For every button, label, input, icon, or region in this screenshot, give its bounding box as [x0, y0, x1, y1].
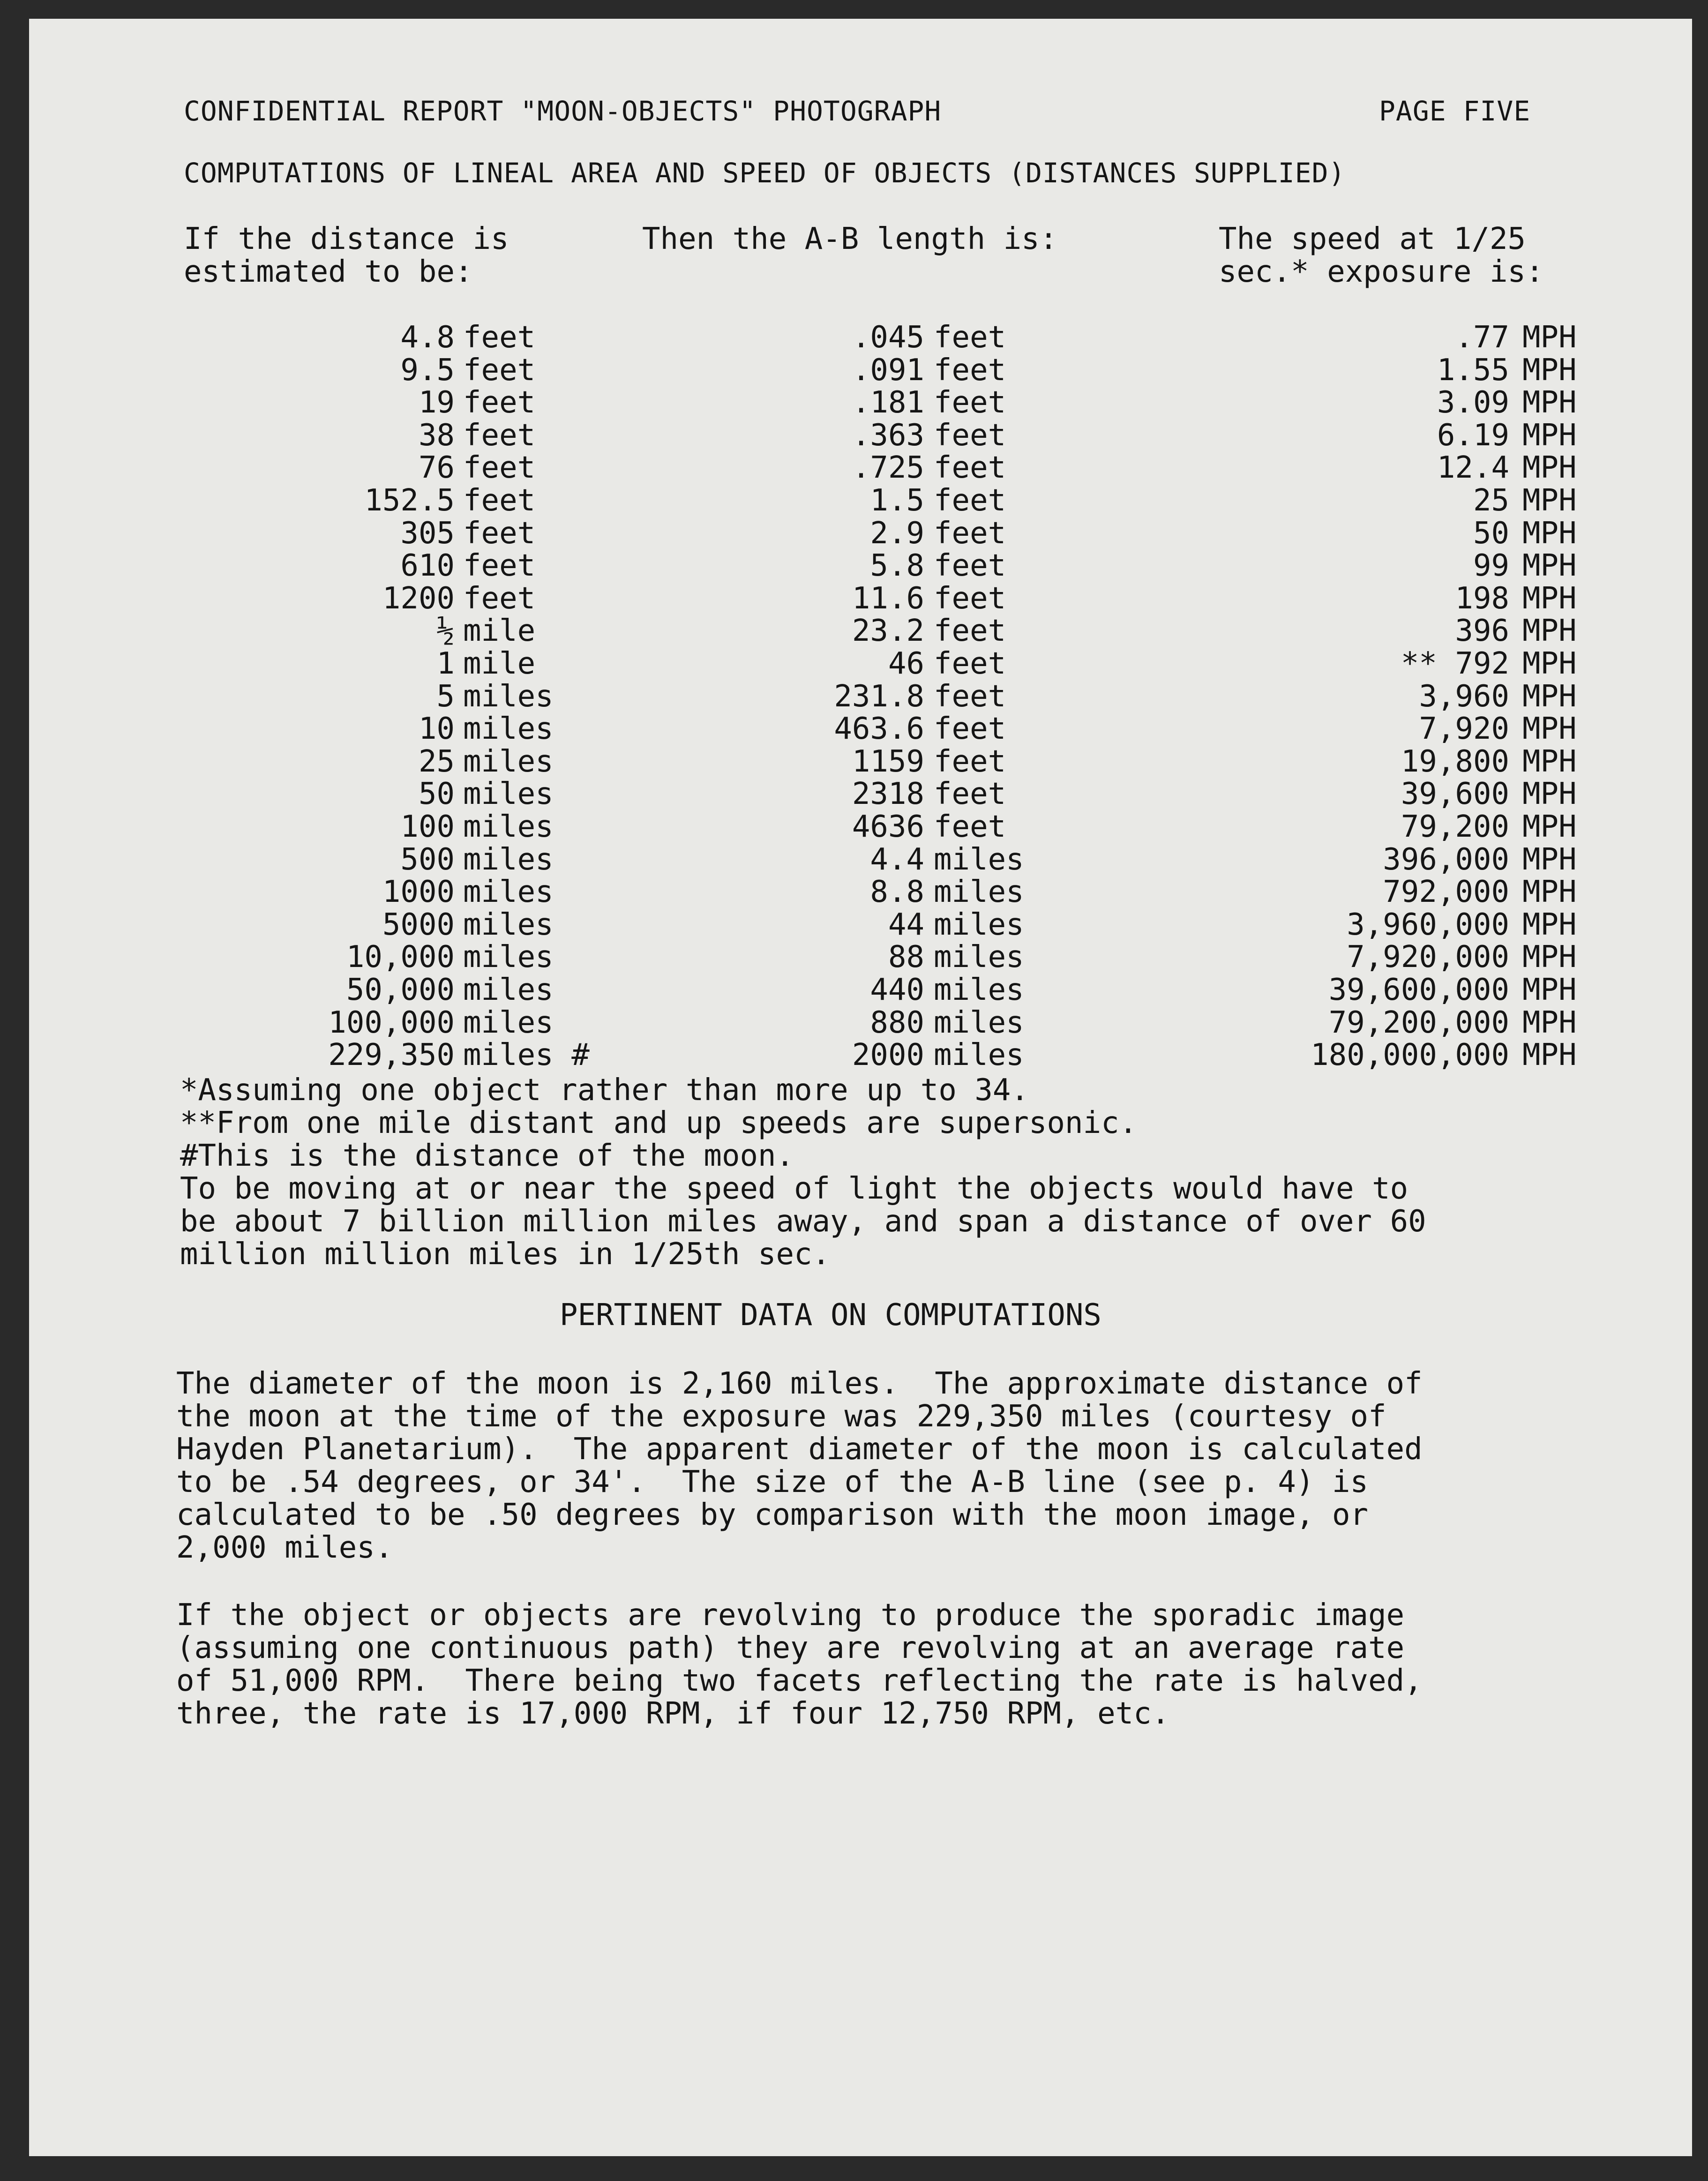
speed-value: 1.55 [1437, 353, 1509, 388]
speed-unit: MPH [1522, 875, 1577, 909]
table-row [29, 779, 1692, 812]
speed-column-header-2: sec.* exposure is: [1219, 255, 1544, 289]
distance-column-header-2: estimated to be: [184, 255, 473, 289]
length-value: 88 [888, 940, 924, 974]
length-value: 4636 [852, 809, 924, 844]
distance-value: 1200 [382, 581, 455, 616]
paragraph-1-line: the moon at the time of the exposure was 229,350 miles (courtesy of [176, 1399, 1386, 1434]
speed-unit: MPH [1522, 1038, 1577, 1072]
distance-value: 4.8 [400, 320, 455, 355]
distance-value: 229,350 [328, 1038, 455, 1072]
speed-value: 792,000 [1383, 875, 1509, 909]
distance-unit: miles # [463, 1038, 590, 1072]
paragraph-1-line: Hayden Planetarium). The apparent diameter of the moon is calculated [176, 1432, 1423, 1467]
distance-unit: miles [463, 973, 554, 1007]
table-row [29, 942, 1692, 975]
table-row [29, 322, 1692, 355]
note-light-speed-1: To be moving at or near the speed of light the objects would have to [180, 1171, 1408, 1206]
distance-value: 1000 [382, 875, 455, 909]
length-unit: feet [934, 809, 1006, 844]
distance-unit: miles [463, 1005, 554, 1040]
length-value: 880 [870, 1005, 924, 1040]
distance-value: 500 [400, 842, 455, 877]
table-row [29, 548, 1692, 584]
length-unit: feet [934, 581, 1006, 616]
distance-unit: mile [463, 646, 536, 681]
speed-unit: MPH [1522, 842, 1577, 877]
speed-unit: MPH [1522, 1005, 1577, 1040]
length-value: .045 [852, 320, 924, 355]
paragraph-1-line: 2,000 miles. [176, 1530, 393, 1565]
length-value: 23.2 [852, 614, 924, 648]
distance-value: 9.5 [400, 353, 455, 388]
speed-unit: MPH [1522, 744, 1577, 779]
distance-unit: miles [463, 809, 554, 844]
table-row [29, 483, 1692, 518]
length-unit: feet [934, 516, 1006, 551]
distance-value: 100,000 [328, 1005, 455, 1040]
length-unit: feet [934, 744, 1006, 779]
distance-unit: miles [463, 744, 554, 779]
speed-unit: MPH [1522, 516, 1577, 551]
length-value: 1159 [852, 744, 924, 779]
distance-value: 38 [418, 418, 455, 453]
speed-unit: MPH [1522, 450, 1577, 485]
table-row [29, 877, 1692, 910]
speed-unit: MPH [1522, 679, 1577, 714]
length-unit: feet [934, 777, 1006, 811]
table-row [29, 518, 1692, 551]
speed-value: .77 [1455, 320, 1509, 355]
table-row [29, 420, 1692, 453]
distance-value: 10,000 [346, 940, 455, 974]
distance-value: 25 [418, 744, 455, 779]
length-unit: miles [934, 907, 1024, 942]
length-unit: feet [934, 646, 1006, 681]
paragraph-2-line: (assuming one continuous path) they are revolving at an average rate [176, 1631, 1405, 1665]
speed-unit: MPH [1522, 777, 1577, 811]
table-row [29, 646, 1692, 682]
length-value: 5.8 [870, 548, 924, 583]
length-value: 11.6 [852, 581, 924, 616]
distance-value: 5000 [382, 907, 455, 942]
speed-value: 198 [1455, 581, 1509, 616]
length-unit: miles [934, 973, 1024, 1007]
speed-unit: MPH [1522, 646, 1577, 681]
distance-unit: miles [463, 842, 554, 877]
distance-value: 76 [418, 450, 455, 485]
distance-unit: feet [463, 418, 536, 453]
length-value: 4.4 [870, 842, 924, 877]
length-unit: feet [934, 320, 1006, 355]
paragraph-2-line: of 51,000 RPM. There being two facets reflecting the rate is halved, [176, 1664, 1423, 1698]
speed-value: 396,000 [1383, 842, 1509, 877]
speed-value: 19,800 [1401, 744, 1509, 779]
distance-value: 305 [400, 516, 455, 551]
report-subtitle: COMPUTATIONS OF LINEAL AREA AND SPEED OF OBJECTS (DISTANCES SUPPLIED) [184, 157, 1346, 189]
distance-value: 5 [436, 679, 455, 714]
distance-value: 50,000 [346, 973, 455, 1007]
length-value: 8.8 [870, 875, 924, 909]
speed-column-header: The speed at 1/25 [1219, 222, 1526, 256]
length-unit: feet [934, 679, 1006, 714]
distance-unit: feet [463, 516, 536, 551]
speed-unit: MPH [1522, 907, 1577, 942]
length-value: 44 [888, 907, 924, 942]
speed-value: 25 [1473, 483, 1509, 518]
footnote-moon-distance: #This is the distance of the moon. [180, 1139, 794, 1173]
length-unit: feet [934, 418, 1006, 453]
length-unit: feet [934, 385, 1006, 420]
distance-unit: miles [463, 679, 554, 714]
distance-value: 50 [418, 777, 455, 811]
speed-unit: MPH [1522, 353, 1577, 388]
speed-unit: MPH [1522, 940, 1577, 974]
length-unit: miles [934, 875, 1024, 909]
section-title: PERTINENT DATA ON COMPUTATIONS [560, 1298, 1101, 1333]
length-unit: feet [934, 483, 1006, 518]
table-row [29, 842, 1692, 877]
speed-unit: MPH [1522, 418, 1577, 453]
length-unit: miles [934, 1005, 1024, 1040]
table-row [29, 616, 1692, 649]
distance-value: 610 [400, 548, 455, 583]
distance-unit: feet [463, 581, 536, 616]
document-page [29, 19, 1692, 2156]
distance-unit: miles [463, 875, 554, 909]
distance-unit: miles [463, 940, 554, 974]
distance-unit: feet [463, 385, 536, 420]
length-unit: miles [934, 842, 1024, 877]
length-unit: feet [934, 614, 1006, 648]
table-row [29, 1040, 1692, 1073]
length-value: 231.8 [834, 679, 924, 714]
speed-unit: MPH [1522, 320, 1577, 355]
length-value: .363 [852, 418, 924, 453]
length-unit: feet [934, 353, 1006, 388]
length-value: 46 [888, 646, 924, 681]
distance-value: ½ [436, 614, 455, 648]
table-row [29, 809, 1692, 845]
length-value: 440 [870, 973, 924, 1007]
length-value: .181 [852, 385, 924, 420]
table-row [29, 907, 1692, 943]
distance-value: 152.5 [364, 483, 455, 518]
length-unit: miles [934, 940, 1024, 974]
speed-value: 396 [1455, 614, 1509, 648]
speed-value: ** 792 [1401, 646, 1509, 681]
distance-unit: miles [463, 907, 554, 942]
paragraph-2-line: three, the rate is 17,000 RPM, if four 12,750 RPM, etc. [176, 1696, 1170, 1731]
table-row [29, 679, 1692, 714]
paragraph-1-line: to be .54 degrees, or 34'. The size of the A-B line (see p. 4) is [176, 1465, 1369, 1499]
distance-unit: feet [463, 320, 536, 355]
speed-unit: MPH [1522, 712, 1577, 746]
speed-unit: MPH [1522, 973, 1577, 1007]
length-value: 1.5 [870, 483, 924, 518]
table-row [29, 450, 1692, 486]
distance-unit: feet [463, 548, 536, 583]
speed-value: 39,600 [1401, 777, 1509, 811]
distance-unit: feet [463, 483, 536, 518]
speed-value: 7,920 [1419, 712, 1509, 746]
table-row [29, 581, 1692, 616]
length-value: 2318 [852, 777, 924, 811]
length-value: 2000 [852, 1038, 924, 1072]
distance-value: 10 [418, 712, 455, 746]
table-row [29, 975, 1692, 1008]
speed-value: 6.19 [1437, 418, 1509, 453]
note-light-speed-3: million million miles in 1/25th sec. [180, 1237, 831, 1272]
speed-value: 3.09 [1437, 385, 1509, 420]
speed-value: 180,000,000 [1311, 1038, 1509, 1072]
distance-column-header: If the distance is [184, 222, 509, 256]
report-header: CONFIDENTIAL REPORT "MOON-OBJECTS" PHOTOGRAPH [184, 95, 942, 127]
length-unit: feet [934, 548, 1006, 583]
distance-unit: feet [463, 450, 536, 485]
paragraph-2-line: If the object or objects are revolving to produce the sporadic image [176, 1598, 1405, 1633]
footnote-supersonic: **From one mile distant and up speeds are supersonic. [180, 1106, 1138, 1140]
speed-unit: MPH [1522, 548, 1577, 583]
speed-unit: MPH [1522, 385, 1577, 420]
table-row [29, 355, 1692, 388]
speed-value: 99 [1473, 548, 1509, 583]
paragraph-1-line: The diameter of the moon is 2,160 miles. The approximate distance of [176, 1366, 1423, 1401]
page-number: PAGE FIVE [1379, 95, 1531, 127]
length-unit: feet [934, 450, 1006, 485]
distance-unit: mile [463, 614, 536, 648]
length-value: .725 [852, 450, 924, 485]
speed-value: 39,600,000 [1328, 973, 1509, 1007]
speed-unit: MPH [1522, 483, 1577, 518]
speed-value: 79,200,000 [1328, 1005, 1509, 1040]
distance-value: 1 [436, 646, 455, 681]
speed-value: 3,960 [1419, 679, 1509, 714]
table-row [29, 1005, 1692, 1041]
speed-value: 7,920,000 [1347, 940, 1509, 974]
length-value: 463.6 [834, 712, 924, 746]
distance-unit: miles [463, 777, 554, 811]
distance-unit: miles [463, 712, 554, 746]
paragraph-1-line: calculated to be .50 degrees by comparison with the moon image, or [176, 1498, 1369, 1532]
table-row [29, 714, 1692, 747]
distance-value: 19 [418, 385, 455, 420]
length-unit: feet [934, 712, 1006, 746]
speed-unit: MPH [1522, 809, 1577, 844]
distance-value: 100 [400, 809, 455, 844]
table-row [29, 385, 1692, 420]
speed-value: 3,960,000 [1347, 907, 1509, 942]
distance-unit: feet [463, 353, 536, 388]
speed-unit: MPH [1522, 614, 1577, 648]
note-light-speed-2: be about 7 billion million miles away, and span a distance of over 60 [180, 1204, 1426, 1239]
length-column-header: Then the A-B length is: [642, 222, 1058, 256]
table-row [29, 744, 1692, 779]
speed-unit: MPH [1522, 581, 1577, 616]
length-unit: miles [934, 1038, 1024, 1072]
length-value: .091 [852, 353, 924, 388]
footnote-single-object: *Assuming one object rather than more up to 34. [180, 1073, 1029, 1108]
speed-value: 12.4 [1437, 450, 1509, 485]
speed-value: 50 [1473, 516, 1509, 551]
speed-value: 79,200 [1401, 809, 1509, 844]
length-value: 2.9 [870, 516, 924, 551]
